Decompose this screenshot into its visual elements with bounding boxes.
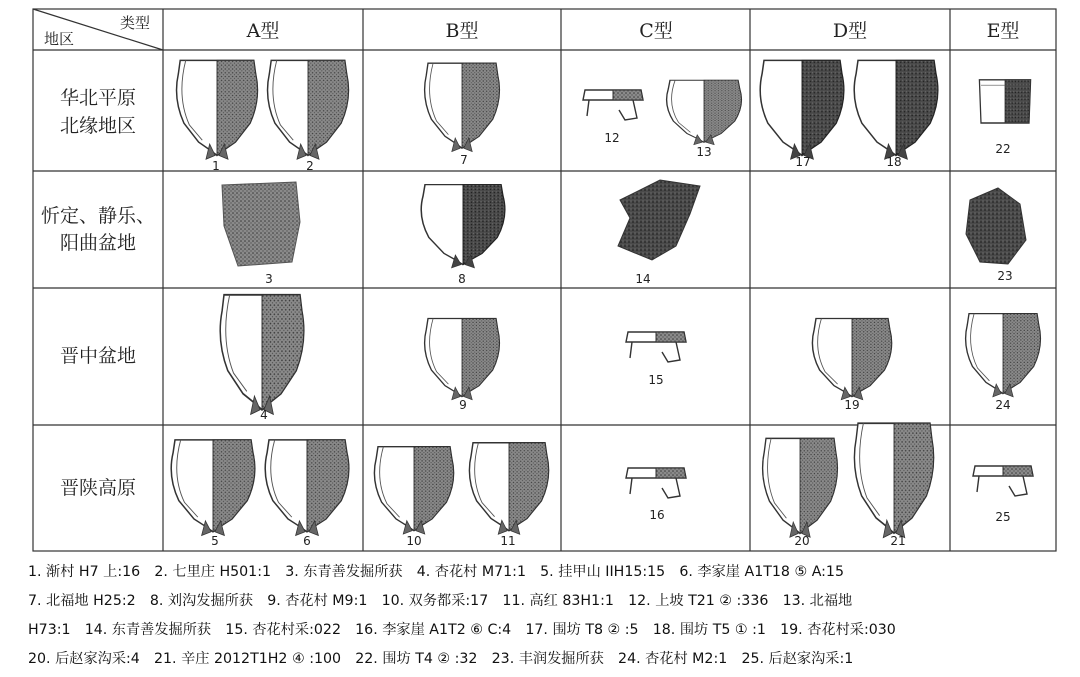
vessel-drawing <box>854 423 933 537</box>
figure-number: 22 <box>995 142 1011 156</box>
figure-number: 15 <box>648 373 664 387</box>
figure-number: 23 <box>997 269 1013 283</box>
figure-number: 16 <box>649 508 665 522</box>
figure-number: 20 <box>794 534 810 548</box>
vessel-drawing <box>425 63 500 151</box>
figure-number: 8 <box>458 272 466 286</box>
figure-number: 9 <box>459 398 467 412</box>
figure-number: 13 <box>696 145 712 159</box>
header-type-a: A型 <box>246 20 280 42</box>
figure-number: 4 <box>260 408 268 422</box>
figure-number: 24 <box>995 398 1011 412</box>
vessel-drawing <box>626 332 686 362</box>
region-north-china-plain-line2: 北缘地区 <box>59 115 137 137</box>
corner-type-label: 类型 <box>120 14 151 32</box>
vessel-drawing <box>854 60 938 159</box>
vessel-drawing <box>177 60 258 159</box>
vessel-drawing <box>374 447 453 534</box>
figure-number: 1 <box>212 159 220 173</box>
corner-region-label: 地区 <box>44 30 75 48</box>
region-xinding-line1: 忻定、静乐、 <box>40 205 156 227</box>
header-type-c: C型 <box>639 20 673 42</box>
figure-number: 3 <box>265 272 273 286</box>
figure-number: 2 <box>306 159 314 173</box>
vessel-drawing <box>583 90 643 120</box>
caption-line: H73:1 14. 东青善发掘所获 15. 杏花村采:022 16. 李家崖 A1T2 ⑥ C:4 17. 围坊 T8 ② :5 18. 围坊 T5 ① :1 19. 杏花村采:030 <box>28 622 896 638</box>
figure-number: 12 <box>604 131 620 145</box>
vessel-drawing <box>425 319 500 400</box>
region-xinding-line2: 阳曲盆地 <box>59 232 137 254</box>
vessel-drawing <box>979 80 1030 123</box>
header-type-b: B型 <box>445 20 479 42</box>
caption-line: 7. 北福地 H25:2 8. 刘沟发掘所获 9. 杏花村 M9:1 10. 双务都采:17 11. 高红 83H1:1 12. 上坡 T21 ② :336 13. 北福地 <box>28 593 853 609</box>
header-type-e: E型 <box>986 20 1020 42</box>
figure-number: 19 <box>844 398 860 412</box>
caption-line: 20. 后赵家沟采:4 21. 辛庄 2012T1H2 ④ :100 22. 围坊 T4 ② :32 23. 丰润发掘所获 24. 杏花村 M2:1 25. 后赵家沟采:1 <box>28 651 854 667</box>
caption-line: 1. 渐村 H7 上:16 2. 七里庄 H501:1 3. 东青善发掘所获 4. 杏花村 M71:1 5. 挂甲山 IIH15:15 6. 李家崖 A1T18 ⑤ A:15 <box>28 564 844 580</box>
vessel-drawing <box>265 440 349 536</box>
figure-number: 25 <box>995 510 1011 524</box>
vessel-drawing <box>973 466 1033 496</box>
vessel-drawing <box>626 468 686 498</box>
region-jinshaan-plateau: 晋陕高原 <box>59 477 137 499</box>
figure-number: 17 <box>795 155 811 169</box>
vessel-drawing <box>220 295 304 415</box>
vessel-drawing <box>171 440 255 536</box>
figure-number: 7 <box>460 153 468 167</box>
vessel-drawing <box>268 60 349 159</box>
vessel-drawing <box>966 314 1041 397</box>
figure-caption <box>28 558 1068 674</box>
region-jinzhong-basin: 晋中盆地 <box>59 345 137 367</box>
vessel-photo <box>966 188 1026 264</box>
vessel-drawing <box>667 80 742 144</box>
vessel-photo <box>222 182 300 266</box>
region-north-china-plain-line1: 华北平原 <box>59 87 137 109</box>
vessel-drawing <box>812 319 891 400</box>
vessel-drawing <box>469 443 548 535</box>
figure-number: 14 <box>635 272 651 286</box>
figure-number: 10 <box>406 534 422 548</box>
header-type-d: D型 <box>832 20 868 42</box>
figure-number: 18 <box>886 155 902 169</box>
figure-number: 21 <box>890 534 906 548</box>
vessel-drawing <box>760 60 844 159</box>
vessel-photo <box>421 185 505 268</box>
figure-number: 6 <box>303 534 311 548</box>
vessel-photo <box>618 180 700 260</box>
vessel-drawing <box>763 438 838 537</box>
figure-number: 5 <box>211 534 219 548</box>
figure-number: 11 <box>500 534 516 548</box>
